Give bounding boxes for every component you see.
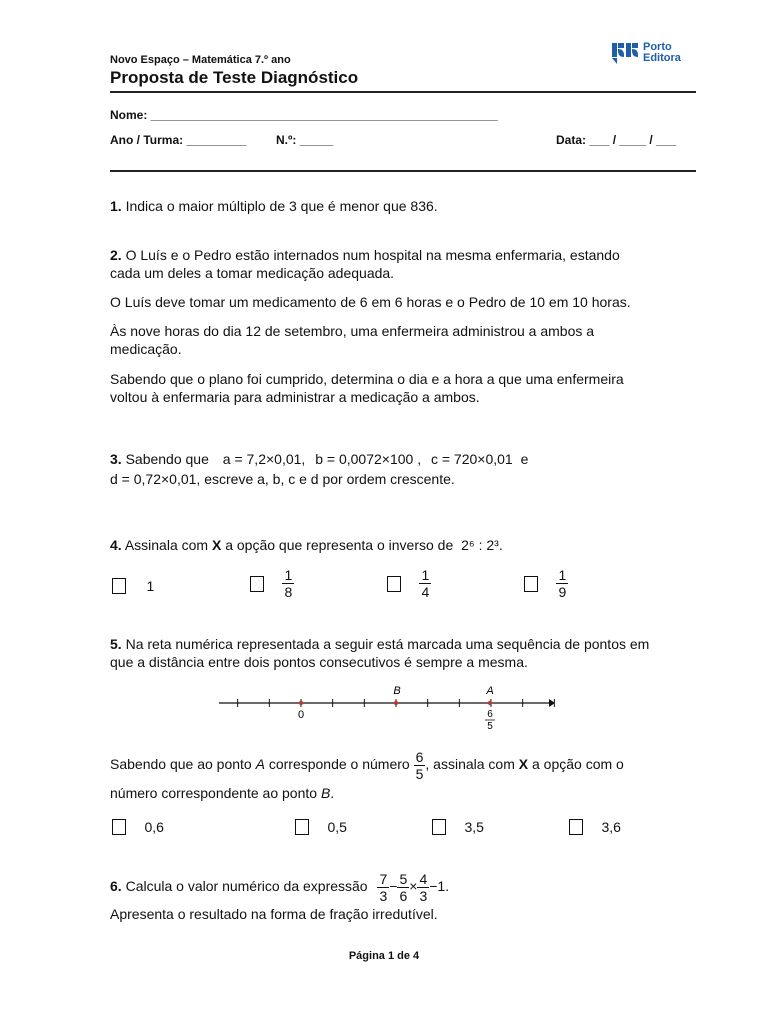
q5-number: 5. [110,636,122,652]
q2-paragraph-2: O Luís deve tomar um medicamento de 6 em 6 horas e o Pedro de 10 em 10 horas. [110,294,631,310]
point-B [394,701,398,705]
numerator: 5 [399,870,408,887]
q5-option-1[interactable] [112,819,164,840]
q4-option-1[interactable] [112,578,154,599]
option-value: 0,5 [327,819,347,835]
numerator: 7 [379,870,388,887]
q6-fraction-3 [417,871,429,904]
numerator: 1 [284,567,293,583]
logo-text [643,42,681,64]
page-title: Proposta de Teste Diagnóstico [110,68,359,87]
numerator: 1 [421,567,430,583]
q2-number: 2. [110,247,122,263]
q6-end: . [445,878,450,894]
fraction [419,567,431,600]
q3-and: e [520,451,529,467]
q5-text-c: , assinala com [425,756,515,772]
checkbox[interactable] [387,576,401,592]
q2-paragraph-4: Sabendo que o plano foi cumprido, determina o dia e a hora a que uma enfermeira voltou à enfermaria para administrar a medicação a ambos. [110,371,624,405]
q3-line-2 [110,470,710,488]
q1-text: Indica o maior múltiplo de 3 que é menor que 836. [125,198,438,214]
denominator: 5 [415,765,424,782]
q5-x: X [518,756,529,772]
q4-option-3[interactable] [387,567,431,600]
q5-option-2[interactable] [295,819,347,840]
q2-paragraph-3: Às nove horas do dia 12 de setembro, uma enfermeira administrou a ambos a medicação. [110,323,595,357]
course-subtitle: Novo Espaço – Matemática 7.º ano [110,54,291,66]
number-line [215,680,555,736]
fraction [556,567,568,600]
q6-number: 6. [110,878,122,894]
checkbox[interactable] [524,576,538,592]
logo-line2: Editora [643,52,681,64]
q3-lead: Sabendo que [125,451,209,467]
q5-point-B: B [320,785,331,801]
q6-fraction-1 [377,871,389,904]
point-A [488,701,492,705]
checkbox[interactable] [432,819,446,835]
q5-text-f: . [330,785,335,801]
number-field[interactable]: N.º: _____ [276,133,334,147]
date-field[interactable]: Data: ___ / ____ / ___ [556,133,677,147]
question-3 [110,450,710,468]
q3-b: b = 0,0072×100 , [315,451,422,467]
denominator: 6 [399,887,408,904]
question-1 [110,197,670,215]
label-A: A [486,685,494,697]
q6-line-2: Apresenta o resultado na forma de fração irredutível. [110,906,438,922]
q5-instruction-line-2 [110,784,670,802]
class-field[interactable]: Ano / Turma: _________ [110,133,247,147]
q5-text-e: número correspondente ao ponto [110,785,318,801]
numerator: 6 [415,748,424,765]
q5-text-b: corresponde o número [268,756,410,772]
label-A-denominator: 5 [487,721,493,732]
q4-option-2[interactable] [250,567,294,600]
checkbox[interactable] [112,578,126,594]
q4-lead: Assinala com [124,537,209,553]
q4-end: . [498,537,503,553]
q5-fraction [414,749,426,782]
q5-option-3[interactable] [432,819,484,840]
label-A-numerator: 6 [487,709,493,720]
q6-fraction-2 [397,871,409,904]
page-number: Página 1 de 4 [348,950,420,962]
numerator: 4 [419,870,428,887]
q6-tail: −1 [429,878,446,894]
q6-operator-1: − [389,878,398,894]
question-4 [110,536,670,554]
denominator: 4 [421,584,430,600]
q5-point-A: A [255,756,265,772]
q5-instruction-line-1 [110,745,710,783]
denominator: 9 [558,584,567,600]
q4-mid: a opção que representa o inverso de [225,537,454,553]
denominator: 3 [379,887,388,904]
numerator: 1 [558,567,567,583]
q3-a: a = 7,2×0,01, [222,451,306,467]
question-6 [110,868,710,904]
porto-editora-logo-icon [612,43,640,65]
fields-divider [110,170,696,172]
q3-d: d = 0,72×0,01, [110,471,201,487]
q5-option-4[interactable] [569,819,621,840]
label-B: B [393,685,401,697]
question-5 [110,635,660,671]
option-value: 3,6 [601,819,621,835]
q4-number: 4. [110,537,122,553]
q3-number: 3. [110,451,122,467]
q5-intro: Na reta numérica representada a seguir está marcada uma sequência de pontos em que a distância entre dois pontos consecutivos é sempre a mesma. [110,636,650,670]
option-value: 1 [146,578,155,594]
label-zero: 0 [297,709,305,721]
q3-c: c = 720×0,01 [430,451,513,467]
logo-line1: Porto [643,41,672,53]
q6-operator-2: × [409,878,418,894]
fraction [282,567,294,600]
q2-paragraph-1: O Luís e o Pedro estão internados num hospital na mesma enfermaria, estando cada um deles a tomar medicação adequada. [110,247,620,281]
checkbox[interactable] [569,819,583,835]
q3-tail: escreve a, b, c e d por ordem crescente. [204,471,455,487]
option-value: 0,6 [144,819,164,835]
q4-option-4[interactable] [524,567,568,600]
q4-expression: 2⁶ : 2³ [461,537,499,553]
q6-lead: Calcula o valor numérico da expressão [125,878,368,894]
denominator: 8 [284,584,293,600]
header-divider [110,91,696,93]
checkbox[interactable] [250,576,264,592]
q1-number: 1. [110,198,122,214]
checkbox[interactable] [295,819,309,835]
option-value: 3,5 [464,819,484,835]
checkbox[interactable] [112,819,126,835]
q4-x: X [211,537,222,553]
q5-text-d: a opção com o [532,756,624,772]
point-zero [299,701,303,705]
name-field[interactable]: Nome: ____________________________________________________ [110,108,498,122]
q5-text-a: Sabendo que ao ponto [110,756,252,772]
denominator: 3 [419,887,428,904]
question-2 [110,246,650,282]
